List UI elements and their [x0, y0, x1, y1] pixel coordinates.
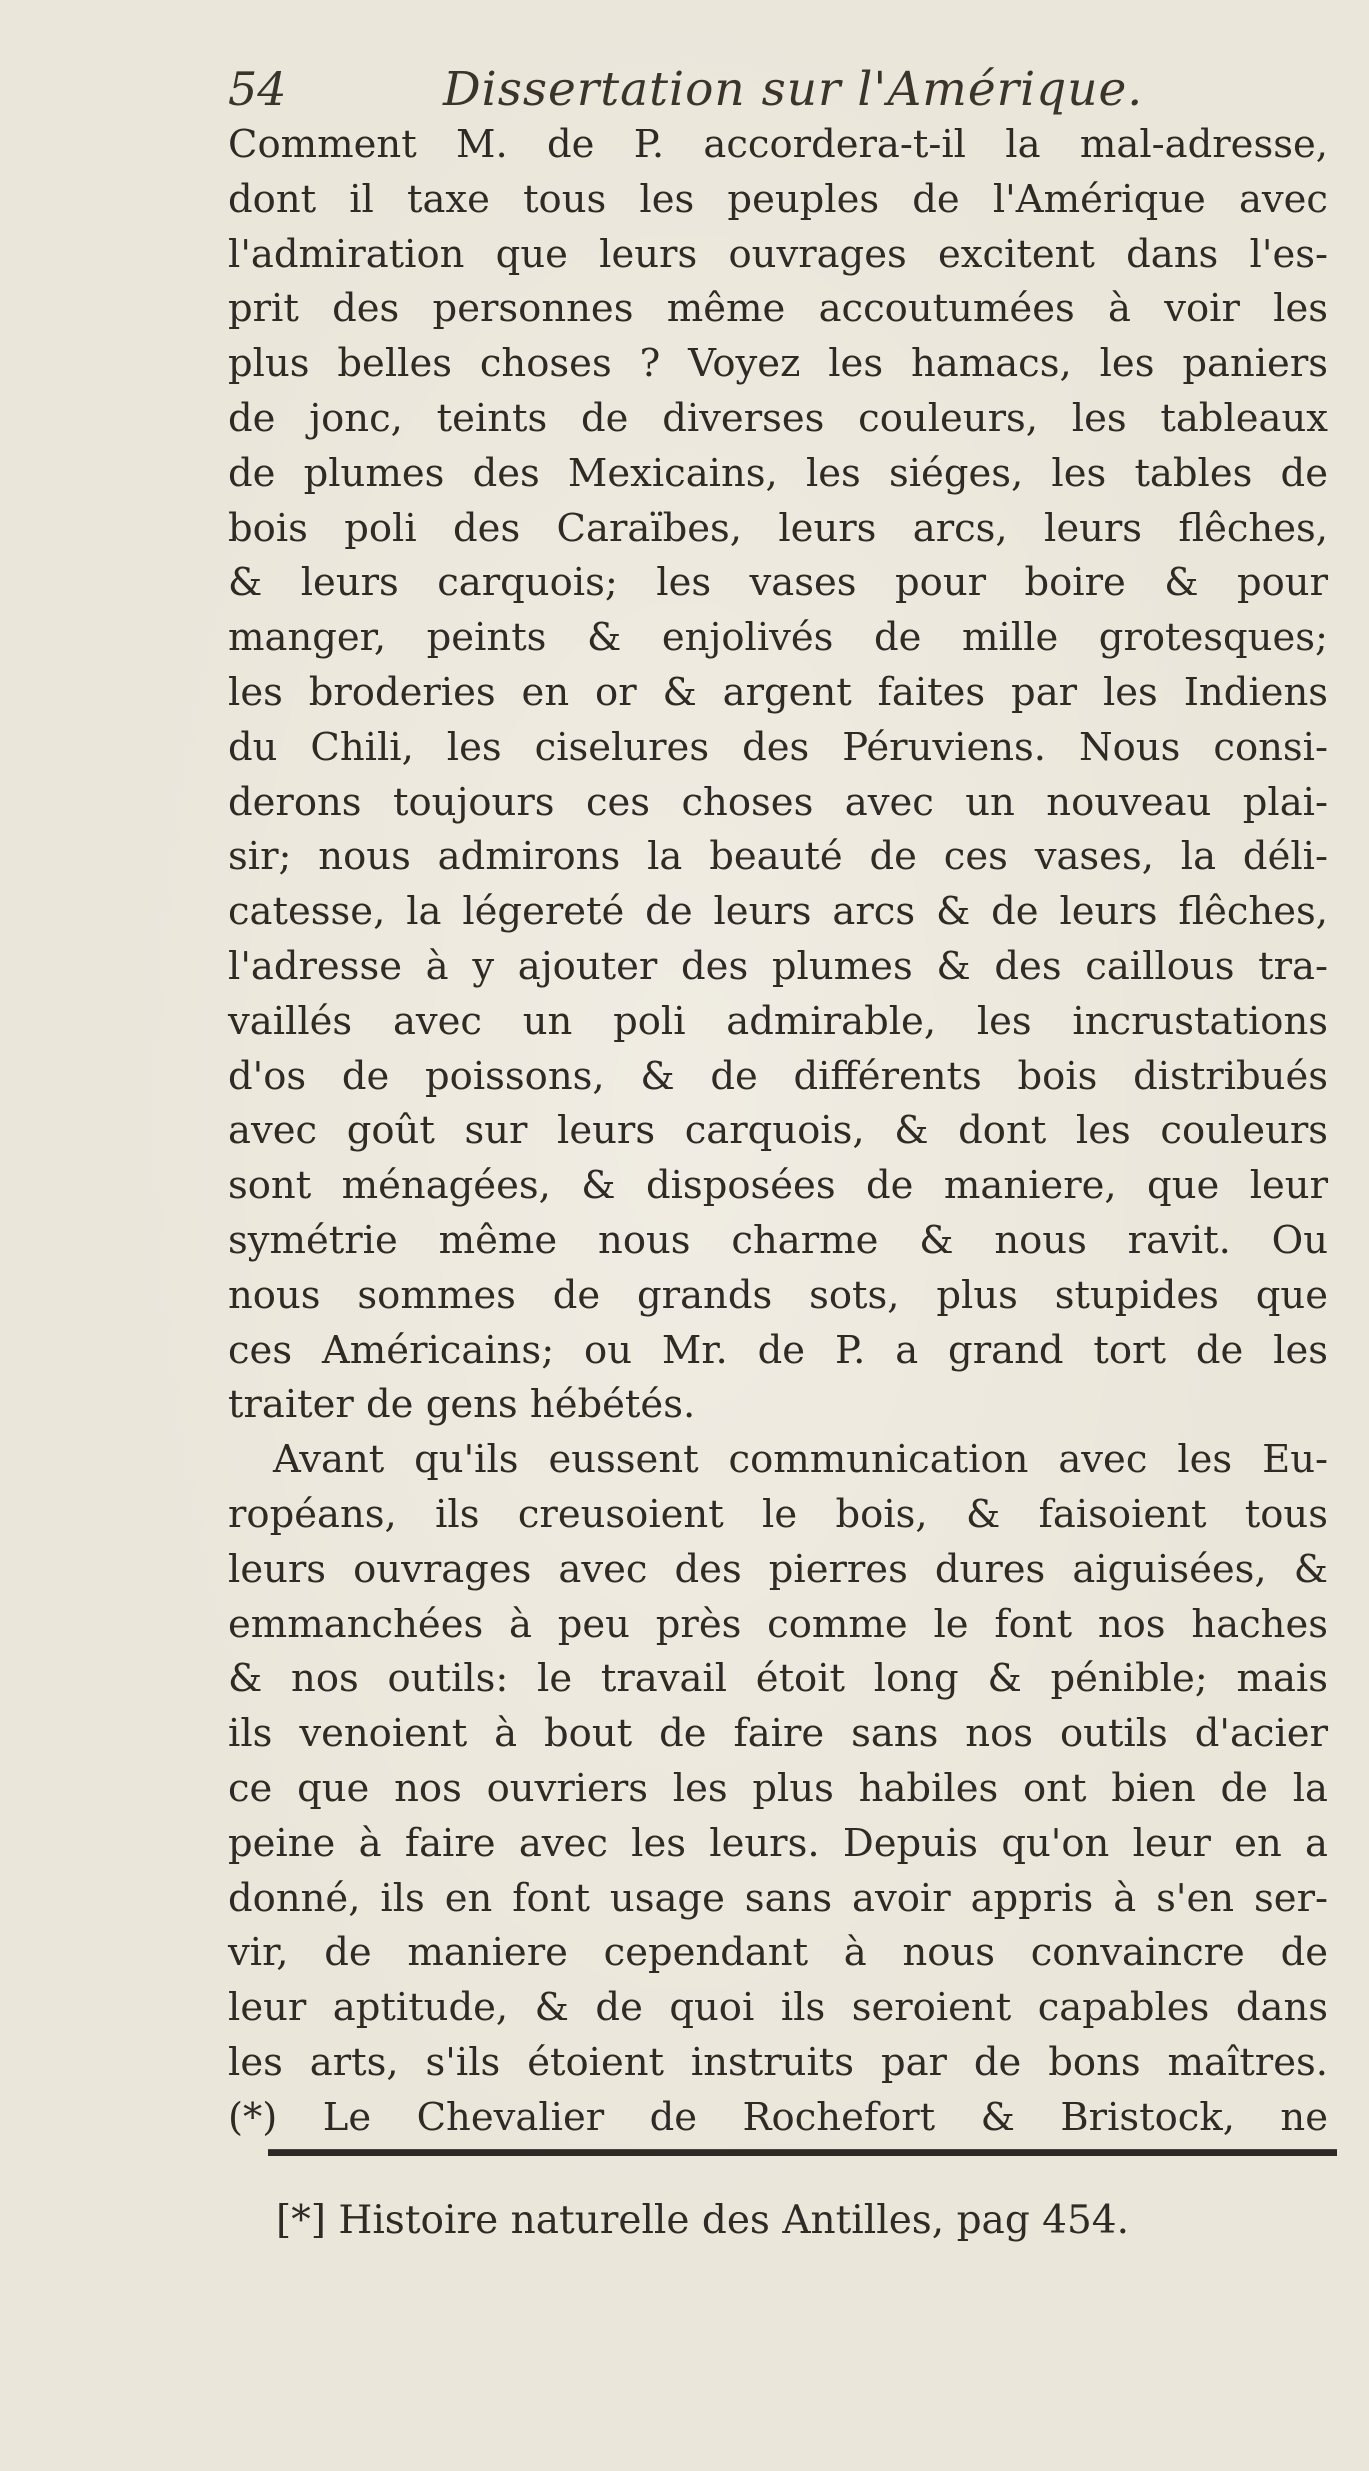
text-line: leur aptitude, & de quoi ils seroient capables dans [228, 1985, 1328, 2031]
text-line: Avant qu'ils eussent communication avec les Eu- [273, 1437, 1328, 1483]
text-line: dont il taxe tous les peuples de l'Amérique avec [228, 176, 1328, 222]
body-text [228, 118, 1328, 2145]
text-line: peine à faire avec les leurs. Depuis qu'on leur en a [228, 1820, 1328, 1866]
text-line: du Chili, les ciselures des Péruviens. Nous consi- [228, 724, 1328, 770]
text-line: sir; nous admirons la beauté de ces vases, la déli- [228, 834, 1328, 880]
text-line: traiter de gens hébétés. [228, 1382, 696, 1428]
text-line: (*) Le Chevalier de Rochefort & Bristock, ne [228, 2094, 1328, 2140]
text-line: Comment M. de P. accordera-t-il la mal-adresse, [228, 122, 1328, 167]
footnote: [*] Histoire naturelle des Antilles, pag 454. [276, 2198, 1130, 2243]
text-line: vaillés avec un poli admirable, les incrustations [228, 998, 1328, 1044]
text-line: plus belles choses ? Voyez les hamacs, les paniers [228, 341, 1328, 387]
text-line: ce que nos ouvriers les plus habiles ont bien de la [228, 1765, 1328, 1811]
text-line: nous sommes de grands sots, plus stupides que [228, 1272, 1328, 1318]
text-line: de plumes des Mexicains, les siéges, les tables de [228, 450, 1328, 496]
text-line: les arts, s'ils étoient instruits par de bons maîtres. [228, 2039, 1328, 2085]
text-line: bois poli des Caraïbes, leurs arcs, leurs flêches, [228, 505, 1328, 551]
footnote-rule [268, 2149, 1337, 2156]
text-line: vir, de maniere cependant à nous convaincre de [228, 1930, 1328, 1976]
text-line: sont ménagées, & disposées de maniere, que leur [228, 1163, 1328, 1209]
text-line: l'adresse à y ajouter des plumes & des caillous tra- [228, 943, 1328, 989]
text-line: prit des personnes même accoutumées à voir les [228, 286, 1328, 332]
text-line: catesse, la légereté de leurs arcs & de leurs flêches, [228, 889, 1328, 935]
text-line: leurs ouvrages avec des pierres dures aiguisées, & [228, 1546, 1328, 1592]
text-line: & leurs carquois; les vases pour boire & pour [228, 560, 1328, 606]
text-line: symétrie même nous charme & nous ravit. Ou [228, 1217, 1328, 1263]
text-line: donné, ils en font usage sans avoir appris à s'en ser- [228, 1875, 1328, 1921]
text-line: les broderies en or & argent faites par les Indiens [228, 669, 1328, 715]
page-number: 54 [228, 62, 287, 116]
text-line: ils venoient à bout de faire sans nos outils d'acier [228, 1711, 1328, 1757]
text-line: derons toujours ces choses avec un nouveau plai- [228, 779, 1328, 825]
running-title: Dissertation sur l'Amérique. [443, 62, 1144, 117]
text-line: manger, peints & enjolivés de mille grotesques; [228, 615, 1328, 661]
text-line: d'os de poissons, & de différents bois distribués [228, 1053, 1328, 1099]
text-line: l'admiration que leurs ouvrages excitent dans l'es- [228, 231, 1328, 277]
text-line: ces Américains; ou Mr. de P. a grand tort de les [228, 1327, 1328, 1373]
text-line: de jonc, teints de diverses couleurs, les tableaux [228, 395, 1328, 441]
text-line: & nos outils: le travail étoit long & pénible; mais [228, 1656, 1328, 1702]
text-line: ropéans, ils creusoient le bois, & faisoient tous [228, 1491, 1328, 1537]
text-line: emmanchées à peu près comme le font nos haches [228, 1601, 1328, 1647]
text-line: avec goût sur leurs carquois, & dont les couleurs [228, 1108, 1328, 1154]
